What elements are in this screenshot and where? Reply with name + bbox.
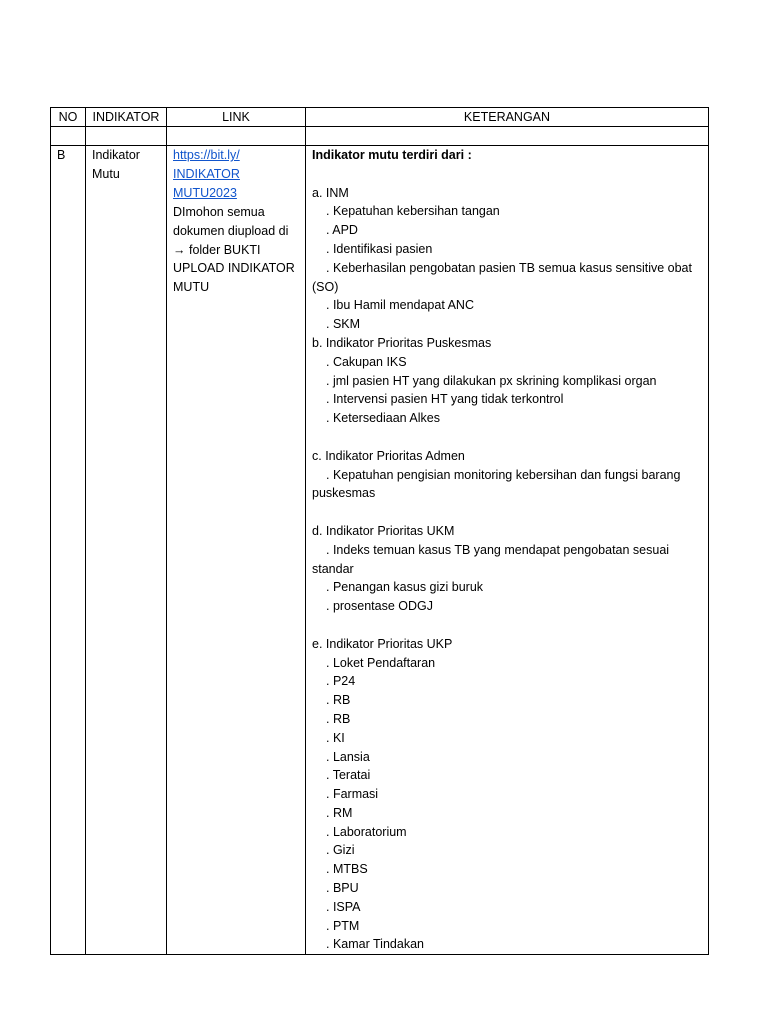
section-heading: c. Indikator Prioritas Admen [312, 448, 465, 463]
keterangan-title: Indikator mutu terdiri dari : [312, 148, 472, 162]
list-item: . prosentase ODGJ [326, 599, 433, 614]
header-link: LINK [167, 108, 306, 127]
list-item-continuation: (SO) [312, 279, 339, 294]
list-item: . Keberhasilan pengobatan pasien TB semua kasus sensitive obat [326, 260, 692, 275]
empty-cell [51, 127, 86, 146]
header-row [51, 108, 709, 127]
list-item: . Teratai [326, 768, 371, 783]
row-link [167, 146, 306, 955]
list-item: . Cakupan IKS [326, 354, 407, 369]
list-item: . Ketersediaan Alkes [326, 411, 440, 426]
list-item: . APD [326, 223, 358, 238]
upload-note-line: → folder BUKTI [173, 242, 261, 257]
bitly-link[interactable]: MUTU2023 [173, 185, 237, 200]
list-item: . Lansia [326, 749, 370, 764]
section-heading: d. Indikator Prioritas UKM [312, 523, 455, 538]
list-item: . Intervensi pasien HT yang tidak terkontrol [326, 392, 564, 407]
list-item: . RB [326, 711, 351, 726]
row-keterangan [306, 146, 709, 955]
blank-line [312, 616, 708, 635]
upload-note-line: UPLOAD INDIKATOR [173, 261, 295, 276]
list-item: . PTM [326, 918, 360, 933]
bitly-link[interactable]: INDIKATOR [173, 166, 240, 181]
list-item: . Loket Pendaftaran [326, 655, 436, 670]
list-item: . KI [326, 730, 345, 745]
blank-line [312, 165, 708, 184]
list-item: . jml pasien HT yang dilakukan px skrining komplikasi organ [326, 373, 657, 388]
keterangan-list [312, 146, 708, 954]
indikator-line: Mutu [92, 166, 120, 181]
section-heading: a. INM [312, 185, 349, 200]
list-item: . RB [326, 693, 351, 708]
upload-note-line: MUTU [173, 280, 210, 295]
indikator-table [50, 107, 709, 955]
list-item: . RM [326, 805, 353, 820]
list-item: . Kamar Tindakan [326, 937, 424, 952]
row-no: B [51, 146, 86, 955]
list-item-continuation: puskesmas [312, 486, 376, 501]
list-item: . Gizi [326, 843, 355, 858]
empty-cell [306, 127, 709, 146]
upload-note-line: DImohon semua [173, 204, 265, 219]
upload-note-line: dokumen diupload di [173, 223, 289, 238]
list-item: . Identifikasi pasien [326, 241, 433, 256]
list-item-continuation: standar [312, 561, 354, 576]
empty-cell [86, 127, 167, 146]
row-indikator [86, 146, 167, 955]
section-heading: b. Indikator Prioritas Puskesmas [312, 335, 492, 350]
list-item: . SKM [326, 317, 361, 332]
list-item: . P24 [326, 674, 356, 689]
list-item: . Indeks temuan kasus TB yang mendapat pengobatan sesuai [326, 542, 670, 557]
list-item: . BPU [326, 881, 359, 896]
blank-line [312, 428, 708, 447]
indikator-line: Indikator [92, 148, 140, 162]
header-indikator: INDIKATOR [86, 108, 167, 127]
list-item: . Laboratorium [326, 824, 407, 839]
empty-cell [167, 127, 306, 146]
table-row [51, 146, 709, 955]
header-keterangan: KETERANGAN [306, 108, 709, 127]
list-item: . ISPA [326, 899, 361, 914]
list-item: . Kepatuhan pengisian monitoring kebersihan dan fungsi barang [326, 467, 681, 482]
blank-line [312, 503, 708, 522]
header-no: NO [51, 108, 86, 127]
list-item: . Penangan kasus gizi buruk [326, 580, 484, 595]
list-item: . Ibu Hamil mendapat ANC [326, 298, 474, 313]
bitly-link[interactable]: https://bit.ly/ [173, 148, 240, 162]
section-heading: e. Indikator Prioritas UKP [312, 636, 453, 651]
list-item: . Kepatuhan kebersihan tangan [326, 204, 500, 219]
empty-row [51, 127, 709, 146]
list-item: . Farmasi [326, 787, 379, 802]
list-item: . MTBS [326, 862, 368, 877]
